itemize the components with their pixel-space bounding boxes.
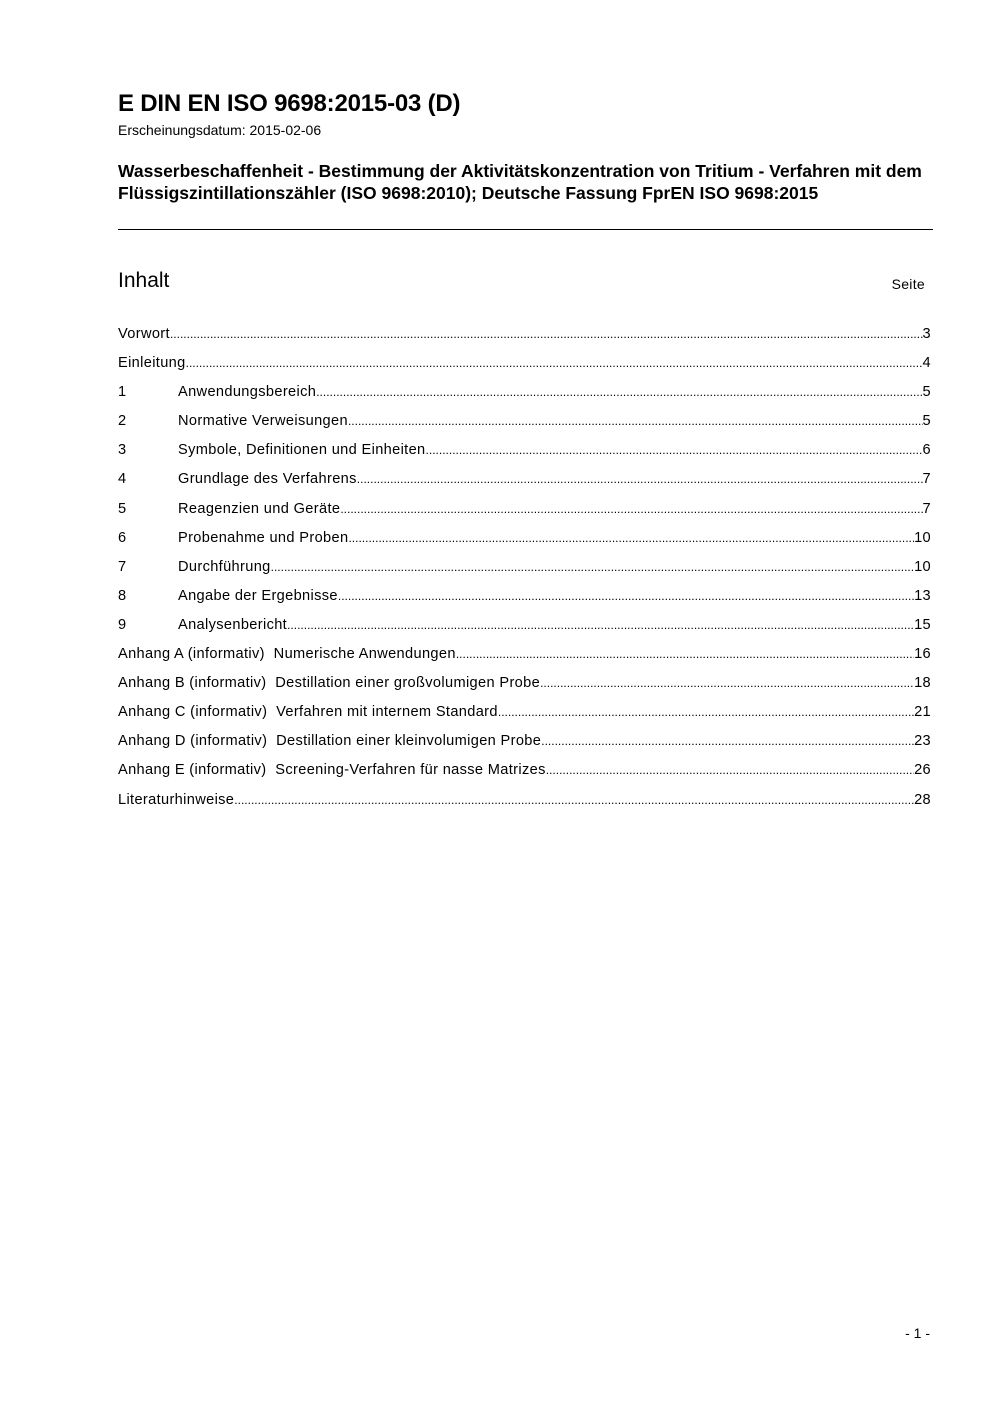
toc-entry-title: Durchführung	[178, 558, 271, 575]
toc-dot-leader	[170, 320, 923, 349]
toc-entry[interactable]	[118, 436, 931, 465]
toc-entry-title: Vorwort	[118, 326, 170, 342]
toc-entry-title: Angabe der Ergebnisse	[178, 587, 338, 604]
toc-dot-leader	[186, 349, 923, 378]
toc-dot-leader	[338, 582, 914, 611]
toc-entry-title: Anhang B (informativ) Destillation einer großvolumigen Probe	[118, 675, 541, 692]
toc-entry-title: Probenahme und Proben	[178, 529, 349, 546]
toc-entry-title: Anhang E (informativ) Screening-Verfahren für nasse Matrizes	[118, 762, 546, 779]
toc-entry[interactable]	[118, 786, 931, 815]
toc-dot-leader	[234, 786, 914, 815]
toc-entry[interactable]	[118, 756, 931, 785]
toc-dot-leader	[316, 378, 922, 407]
toc-entry-number: 2	[118, 413, 127, 430]
toc-entry[interactable]	[118, 465, 931, 494]
toc-entry-title: Literaturhinweise	[118, 791, 235, 808]
toc-entry-page: 13	[914, 587, 931, 604]
toc-dot-leader	[546, 756, 914, 785]
toc-entry-page: 21	[914, 704, 931, 721]
toc-dot-leader	[348, 407, 923, 436]
publication-date: Erscheinungsdatum: 2015-02-06	[118, 122, 322, 138]
toc-entry-page: 23	[914, 733, 931, 750]
toc-entry-page: 10	[914, 558, 931, 575]
toc-entry-title: Anhang A (informativ) Numerische Anwendungen	[118, 646, 456, 663]
toc-entry-title: Einleitung	[118, 355, 186, 372]
toc-entry[interactable]	[118, 378, 931, 407]
toc-entry-number: 8	[118, 587, 127, 604]
toc-entry-page: 5	[922, 413, 931, 430]
toc-dot-leader	[271, 553, 914, 582]
toc-dot-leader	[426, 436, 923, 465]
toc-entry-number: 4	[118, 471, 127, 488]
toc-entry-number: 6	[118, 529, 127, 546]
toc-entry-number: 5	[118, 500, 127, 517]
toc-entry[interactable]	[118, 669, 931, 698]
toc-entry-page: 26	[914, 762, 931, 779]
toc-entry-number: 7	[118, 558, 127, 575]
toc-entry-page: 10	[914, 529, 931, 546]
toc-entry-title: Normative Verweisungen	[178, 413, 348, 430]
toc-entry[interactable]	[118, 698, 931, 727]
toc-entry-title: Analysenbericht	[178, 616, 288, 633]
document-title: Wasserbeschaffenheit - Bestimmung der Aktivitätskonzentration von Tritium - Verfahren mit dem Flüssigszintillationszähler (ISO 9698:2010); Deutsche Fassung FprEN ISO 9698:2015	[118, 161, 922, 203]
toc-entry-page: 18	[914, 675, 931, 692]
toc-entry-page: 7	[922, 471, 931, 488]
toc-entry-title: Grundlage des Verfahrens	[178, 471, 357, 488]
toc-dot-leader	[348, 524, 914, 553]
toc-entry[interactable]	[118, 640, 931, 669]
toc-dot-leader	[456, 640, 914, 669]
toc-entry[interactable]	[118, 407, 931, 436]
toc-entry-title: Anhang D (informativ) Destillation einer kleinvolumigen Probe	[118, 733, 542, 750]
toc-entry-page: 7	[922, 500, 931, 517]
toc-entry-page: 4	[922, 355, 931, 372]
toc-heading: Inhalt	[118, 269, 170, 292]
toc-entry-page: 5	[922, 384, 931, 401]
toc-dot-leader	[340, 495, 922, 524]
toc-entry-title: Anhang C (informativ) Verfahren mit internem Standard	[118, 704, 498, 721]
toc-dot-leader	[357, 465, 923, 494]
page-number: - 1 -	[905, 1325, 930, 1341]
toc-entry[interactable]	[118, 553, 931, 582]
toc-entry-page: 15	[914, 616, 931, 633]
toc-dot-leader	[498, 698, 914, 727]
toc-entry-page: 28	[914, 791, 931, 808]
toc-entry[interactable]	[118, 349, 931, 378]
toc-entry-number: 9	[118, 616, 127, 633]
toc-entry-page: 16	[914, 646, 931, 663]
toc-entry-number: 3	[118, 442, 127, 459]
toc-entry-title: Reagenzien und Geräte	[178, 500, 341, 517]
toc-entry[interactable]	[118, 320, 931, 349]
toc-entry[interactable]	[118, 727, 931, 756]
toc-dot-leader	[541, 727, 914, 756]
toc-entry[interactable]	[118, 524, 931, 553]
toc-entry-page: 6	[922, 442, 931, 459]
toc-entry-page: 3	[922, 326, 931, 342]
toc-entry[interactable]	[118, 495, 931, 524]
toc-entry-title: Symbole, Definitionen und Einheiten	[178, 442, 426, 459]
table-of-contents	[118, 320, 931, 815]
toc-entry[interactable]	[118, 611, 931, 640]
toc-entry-title: Anwendungsbereich	[178, 384, 317, 401]
title-divider	[118, 229, 933, 230]
document-id: E DIN EN ISO 9698:2015-03 (D)	[118, 90, 461, 117]
toc-entry-number: 1	[118, 384, 127, 401]
toc-entry[interactable]	[118, 582, 931, 611]
toc-dot-leader	[540, 669, 914, 698]
toc-dot-leader	[287, 611, 914, 640]
toc-page-column-label: Seite	[891, 276, 925, 292]
